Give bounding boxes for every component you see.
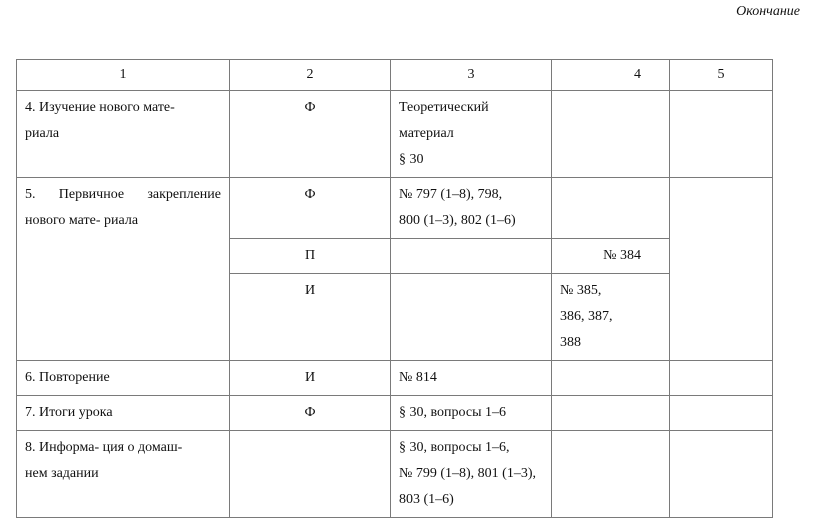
col4-cell [552, 396, 670, 431]
col4-cell [552, 431, 670, 518]
content-cell: № 814 [391, 361, 552, 396]
stage-text: 4. Изучение нового мате- [25, 100, 175, 115]
col4-text: № 385, [560, 283, 602, 298]
header-col-3: 3 [391, 60, 552, 91]
col5-cell [670, 396, 773, 431]
col4-cell [552, 361, 670, 396]
stage-cell [17, 91, 230, 178]
stage-cell [17, 431, 230, 518]
stage-cell [17, 178, 230, 361]
table-caption: Окончание [736, 4, 800, 19]
table-row [17, 361, 773, 396]
col4-cell [552, 91, 670, 178]
content-text: 800 (1–3), 802 (1–6) [399, 213, 516, 228]
content-text: § 30 [399, 152, 424, 167]
col5-cell [670, 91, 773, 178]
header-col-2: 2 [230, 60, 391, 91]
header-col-5: 5 [670, 60, 773, 91]
form-cell: Ф [230, 178, 391, 239]
content-cell [391, 239, 552, 274]
stage-cell: 6. Повторение [17, 361, 230, 396]
content-text: 803 (1–6) [399, 492, 454, 507]
content-cell [391, 431, 552, 518]
table-row [17, 431, 773, 518]
header-col-4: 4 [552, 60, 670, 91]
content-cell [391, 91, 552, 178]
stage-text: 8. Информа- ция о домаш- [25, 440, 183, 455]
table-row [17, 396, 773, 431]
content-text: § 30, вопросы 1–6, [399, 440, 510, 455]
form-cell: Ф [230, 396, 391, 431]
lesson-table [16, 59, 773, 518]
form-cell [230, 431, 391, 518]
col4-cell: № 384 [552, 239, 670, 274]
stage-cell: 7. Итоги урока [17, 396, 230, 431]
content-text: № 797 (1–8), 798, [399, 187, 503, 202]
form-cell: Ф [230, 91, 391, 178]
header-col-1: 1 [17, 60, 230, 91]
content-cell [391, 274, 552, 361]
stage-text: 5. Первичное закрепление [25, 187, 221, 202]
content-text: Теоретический материал [399, 100, 489, 141]
col5-cell [670, 361, 773, 396]
table-row [17, 178, 773, 239]
col5-cell [670, 178, 773, 361]
col4-text: 388 [560, 335, 581, 350]
col4-cell [552, 178, 670, 239]
col4-text: 386, 387, [560, 309, 613, 324]
content-cell [391, 178, 552, 239]
table-row [17, 91, 773, 178]
form-cell: П [230, 239, 391, 274]
col5-cell [670, 431, 773, 518]
stage-text: нового мате- риала [25, 213, 139, 228]
stage-text: нем задании [25, 466, 99, 481]
stage-text: риала [25, 126, 60, 141]
col4-cell [552, 274, 670, 361]
content-text: № 799 (1–8), 801 (1–3), [399, 466, 537, 481]
form-cell: И [230, 361, 391, 396]
table-header-row [17, 60, 773, 91]
form-cell: И [230, 274, 391, 361]
content-cell: § 30, вопросы 1–6 [391, 396, 552, 431]
